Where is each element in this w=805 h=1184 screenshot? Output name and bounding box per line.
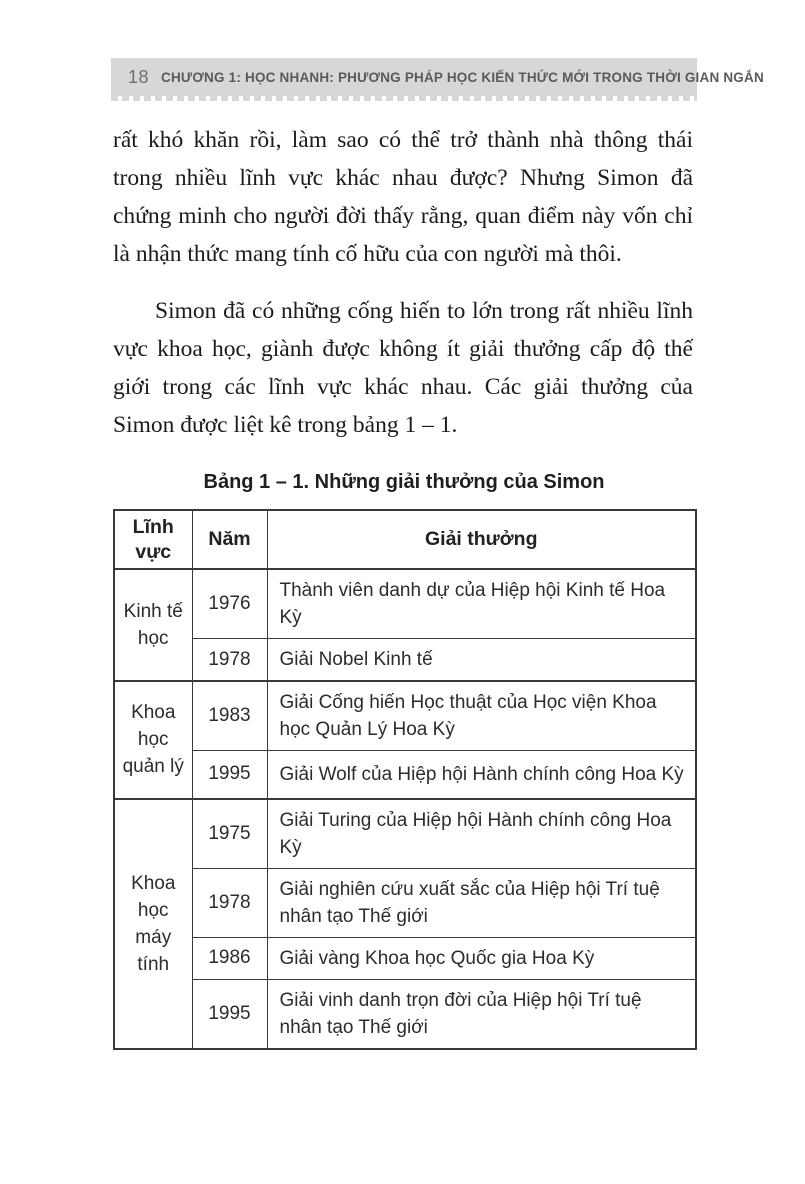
group-label-computer-science: Khoa học máy tính xyxy=(114,799,192,1049)
awards-table xyxy=(113,509,697,1050)
year-cell: 1983 xyxy=(192,681,267,751)
year-cell: 1975 xyxy=(192,799,267,869)
table-row xyxy=(114,868,696,937)
column-header-field: Lĩnh vực xyxy=(114,510,192,569)
year-cell: 1986 xyxy=(192,937,267,979)
table-header-row xyxy=(114,510,696,569)
award-cell: Giải vàng Khoa học Quốc gia Hoa Kỳ xyxy=(267,937,696,979)
year-cell: 1976 xyxy=(192,569,267,639)
year-cell: 1995 xyxy=(192,979,267,1049)
year-cell: 1978 xyxy=(192,868,267,937)
group-label-management-science: Khoa học quản lý xyxy=(114,681,192,799)
group-label-economics: Kinh tế học xyxy=(114,569,192,681)
page-number: 18 xyxy=(128,66,150,87)
table-row xyxy=(114,639,696,682)
award-cell: Giải Nobel Kinh tế xyxy=(267,639,696,682)
table-row xyxy=(114,799,696,869)
award-cell: Giải nghiên cứu xuất sắc của Hiệp hội Trí tuệ nhân tạo Thế giới xyxy=(267,868,696,937)
table-caption: Bảng 1 – 1. Những giải thưởng của Simon xyxy=(203,471,605,493)
award-cell: Giải Wolf của Hiệp hội Hành chính công Hoa Kỳ xyxy=(267,751,696,799)
running-header xyxy=(111,58,764,96)
award-cell: Giải Cống hiến Học thuật của Học viện Khoa học Quản Lý Hoa Kỳ xyxy=(267,681,696,751)
body-paragraph-2: Simon đã có những cống hiến to lớn trong rất nhiều lĩnh vực khoa học, giành được không ít giải thưởng cấp độ thế giới trong các lĩnh vực khác nhau. Các giải thưởng của Simon được liệt kê trong bảng 1 – 1. xyxy=(113,298,693,438)
table-row xyxy=(114,979,696,1049)
year-cell: 1978 xyxy=(192,639,267,682)
column-header-award: Giải thưởng xyxy=(267,510,696,569)
page-content xyxy=(113,121,693,1050)
award-cell: Giải vinh danh trọn đời của Hiệp hội Trí tuệ nhân tạo Thế giới xyxy=(267,979,696,1049)
year-cell: 1995 xyxy=(192,751,267,799)
table-row xyxy=(114,569,696,639)
table-row xyxy=(114,681,696,751)
column-header-year: Năm xyxy=(192,510,267,569)
award-cell: Giải Turing của Hiệp hội Hành chính công Hoa Kỳ xyxy=(267,799,696,869)
body-paragraph-1: rất khó khăn rồi, làm sao có thể trở thành nhà thông thái trong nhiều lĩnh vực khác nhau được? Nhưng Simon đã chứng minh cho người đời thấy rằng, quan điểm này vốn chỉ là nhận thức mang tính cố hữu của con người mà thôi. xyxy=(113,127,693,267)
table-row xyxy=(114,751,696,799)
chapter-title: CHƯƠNG 1: HỌC NHANH: PHƯƠNG PHÁP HỌC KIẾN THỨC MỚI TRONG THỜI GIAN NGẮN xyxy=(161,69,764,85)
award-cell: Thành viên danh dự của Hiệp hội Kinh tế Hoa Kỳ xyxy=(267,569,696,639)
table-row xyxy=(114,937,696,979)
